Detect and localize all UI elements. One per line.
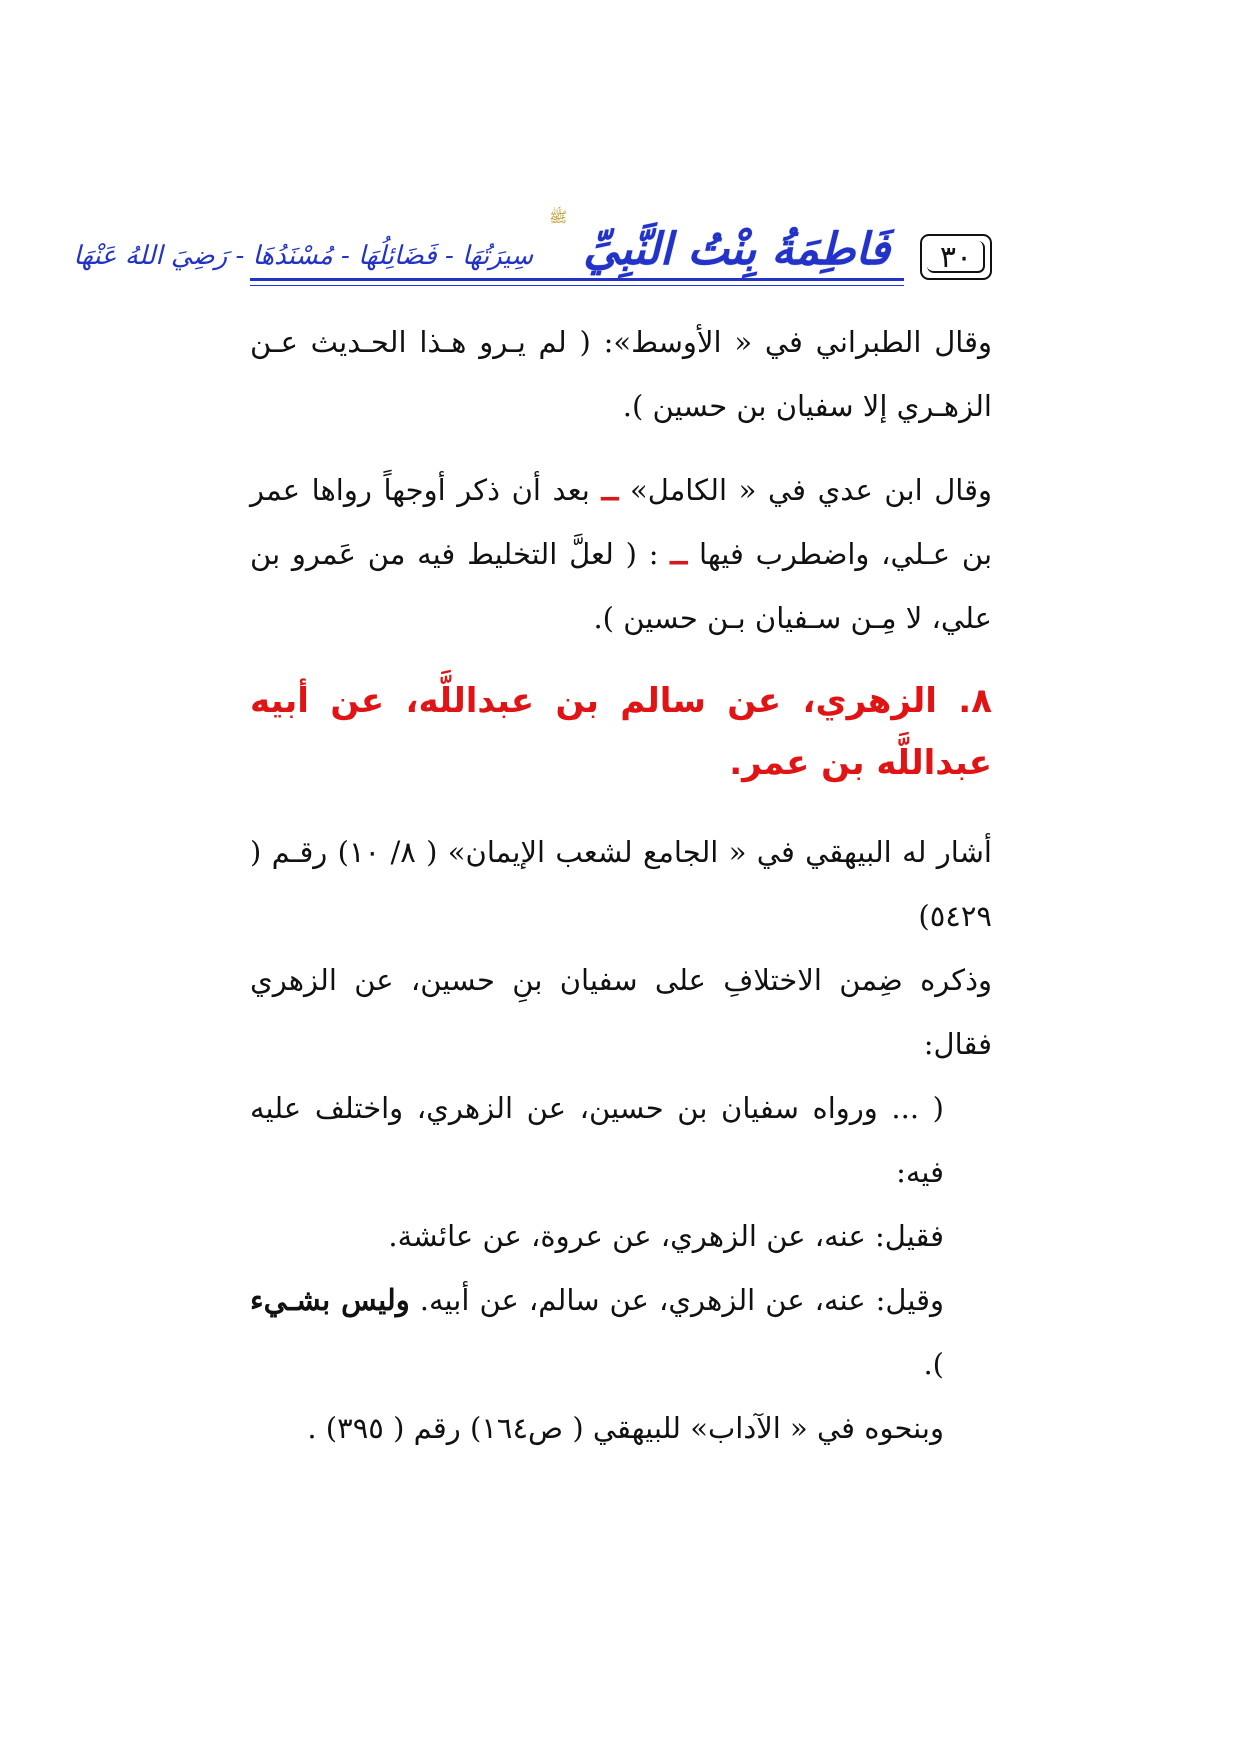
reference-line: أشار له البيهقي في « الجامع لشعب الإيمان» ( ٨/ ١٠) رقـم ( ٥٤٢٩)	[250, 835, 992, 933]
book-subtitle: سِيرَتُهَا - فَضَائِلُهَا - مُسْنَدُهَا - رَضِيَ اللهُ عَنْهَا	[73, 240, 534, 271]
dash-mark: ــ	[670, 537, 688, 571]
ibn-adi-part-1: وقال ابن عدي في « الكامل»	[630, 473, 993, 507]
header-rule	[250, 278, 904, 281]
page-header	[73, 208, 992, 290]
quote-block	[250, 1076, 992, 1396]
page-number: ٣٠	[920, 234, 992, 280]
reference-line: وذكره ضِمن الاختلافِ على سفيان بنِ حسين، عن الزهري فقال:	[250, 963, 992, 1061]
book-title-main: فَاطِمَةُ بِنْتُ النَّبِيِّ	[583, 224, 890, 275]
header-rule-thin	[250, 285, 904, 286]
ibn-adi-part-2: بعد أن ذكر أوجهاً رواها عمر بن عـلي، واضطرب فيها	[250, 473, 993, 571]
quote-text: وقيل: عنه، عن الزهري، عن سالم، عن أبيه.	[419, 1283, 945, 1317]
honorific-glyph: ﷺ	[549, 208, 568, 226]
quote-bold-text: وليس بشـيء	[250, 1283, 410, 1317]
quote-line: فقيل: عنه، عن الزهري، عن عروة، عن عائشة.	[388, 1219, 944, 1253]
quote-close: ).	[923, 1347, 944, 1381]
dash-mark: ــ	[601, 473, 619, 507]
page-body	[250, 310, 992, 1460]
paragraph-tabarani: وقال الطبراني في « الأوسط»: ( لم يـرو هـذا الحـديث عـن الزهـري إلا سفيان بن حسين ).	[250, 325, 992, 423]
reference-line-adab: وبنحوه في « الآداب» للبيهقي ( ص١٦٤) رقم ( ٣٩٥) .	[307, 1411, 944, 1445]
ibn-adi-part-3: : ( لعلَّ التخليط فيه من عَمرو بن علي، لا مِـن سـفيان بـن حسين ).	[250, 537, 992, 635]
section-heading: ٨. الزهري، عن سالم بن عبداللَّه، عن أبيه عبداللَّه بن عمر.	[250, 681, 992, 783]
book-title	[73, 208, 890, 275]
quote-line	[250, 1268, 944, 1396]
quote-line: ( ... ورواه سفيان بن حسين، عن الزهري، واختلف عليه فيه:	[250, 1091, 944, 1189]
paragraph-ibn-adi	[250, 458, 992, 650]
